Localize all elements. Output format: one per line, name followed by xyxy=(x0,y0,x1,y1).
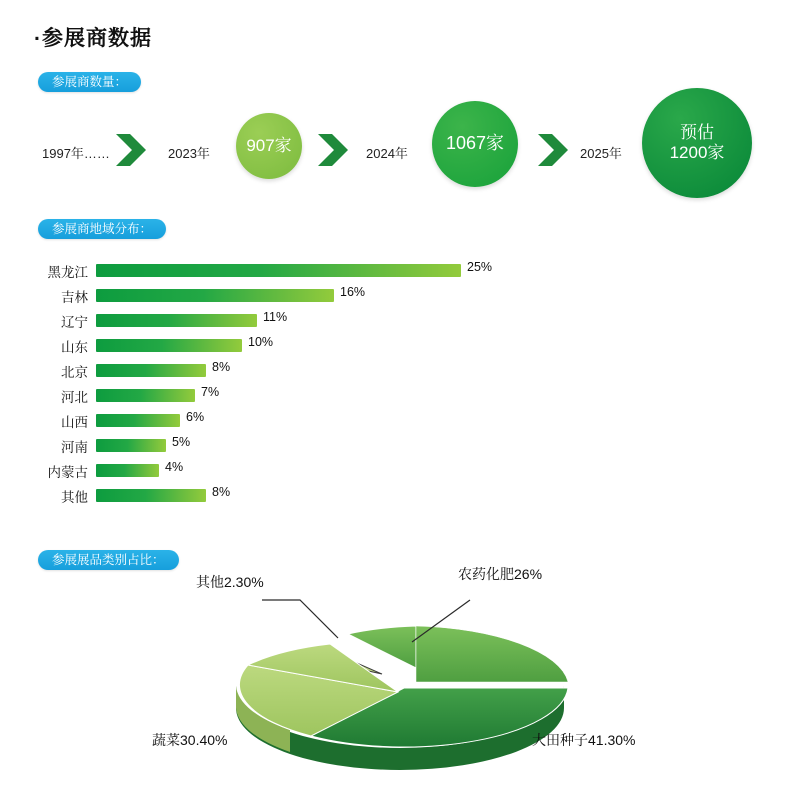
bar-fill xyxy=(96,489,206,502)
bar-row xyxy=(0,458,800,483)
bar-label-shanxi: 山西 xyxy=(61,414,88,430)
bar-value: 10% xyxy=(248,335,274,349)
bar-track xyxy=(96,385,800,402)
bar-row xyxy=(0,483,800,508)
bar-fill xyxy=(96,339,242,352)
bar-fill xyxy=(96,414,180,427)
bar-value: 4% xyxy=(165,460,184,474)
flow-circle-2024 xyxy=(432,101,518,187)
page-title xyxy=(34,22,152,52)
flow-year-2023: 2023年 xyxy=(168,146,210,161)
bar-row xyxy=(0,333,800,358)
flow-year-1997: 1997年…… xyxy=(42,146,110,161)
bar-row xyxy=(0,433,800,458)
section-pill-region-distribution: 参展商地域分布： xyxy=(38,219,166,239)
pie-label-nongyao: 农药化肥26% xyxy=(458,566,543,582)
bar-label-jilin: 吉林 xyxy=(61,289,88,305)
bar-label-shandong: 山东 xyxy=(61,339,88,355)
bar-track xyxy=(96,260,800,277)
bar-track xyxy=(96,285,800,302)
bar-track xyxy=(96,435,800,452)
bar-value: 16% xyxy=(340,285,366,299)
title-bullet: · xyxy=(34,27,42,51)
region-bar-chart xyxy=(0,258,800,508)
section-pill-category-share: 参展展品类别占比： xyxy=(38,550,179,570)
category-pie-chart xyxy=(0,560,800,784)
flow-circle-2025-line1: 预估 xyxy=(680,122,714,142)
exhibitor-count-flow xyxy=(0,100,800,210)
bar-value: 5% xyxy=(172,435,191,449)
bar-row xyxy=(0,308,800,333)
bar-value: 7% xyxy=(201,385,220,399)
pie-label-shucai: 蔬菜30.40% xyxy=(152,732,228,748)
bar-track xyxy=(96,485,800,502)
flow-circle-2024-value: 1067家 xyxy=(445,133,505,154)
bar-value: 8% xyxy=(212,360,231,374)
chevron-right-icon xyxy=(114,130,148,170)
bar-label-liaoning: 辽宁 xyxy=(61,314,88,330)
flow-year-2024: 2024年 xyxy=(366,146,408,161)
bar-label-beijing: 北京 xyxy=(61,364,88,380)
flow-circle-2023-value: 907家 xyxy=(246,135,292,155)
bar-track xyxy=(96,335,800,352)
pie-leader-qita xyxy=(262,600,338,638)
pie-svg xyxy=(0,560,800,784)
bar-fill xyxy=(96,464,159,477)
bar-row xyxy=(0,408,800,433)
flow-circle-2025 xyxy=(642,88,752,198)
bar-track xyxy=(96,410,800,427)
flow-year-2025: 2025年 xyxy=(580,146,622,161)
bar-label-henan: 河南 xyxy=(61,439,88,455)
bar-track xyxy=(96,460,800,477)
bar-fill xyxy=(96,439,166,452)
title-text: 参展商数据 xyxy=(42,27,152,50)
bar-fill xyxy=(96,289,334,302)
bar-value: 8% xyxy=(212,485,231,499)
bar-label-hebei: 河北 xyxy=(61,389,88,405)
bar-row xyxy=(0,383,800,408)
bar-row xyxy=(0,283,800,308)
bar-track xyxy=(96,360,800,377)
pie-label-qita: 其他2.30% xyxy=(196,574,264,590)
bar-value: 6% xyxy=(186,410,205,424)
bar-value: 25% xyxy=(467,260,493,274)
bar-fill xyxy=(96,364,206,377)
pie-label-datian: 大田种子41.30% xyxy=(532,732,636,748)
chevron-right-icon xyxy=(316,130,350,170)
bar-label-other: 其他 xyxy=(61,489,88,505)
chevron-right-icon xyxy=(536,130,570,170)
bar-value: 11% xyxy=(263,310,288,324)
bar-row xyxy=(0,358,800,383)
bar-fill xyxy=(96,389,195,402)
bar-row xyxy=(0,258,800,283)
bar-track xyxy=(96,310,800,327)
flow-circle-2025-line2: 1200家 xyxy=(669,143,725,162)
bar-label-heilongjiang: 黑龙江 xyxy=(47,264,88,280)
flow-circle-2023 xyxy=(236,113,302,179)
section-pill-exhibitor-count: 参展商数量： xyxy=(38,72,141,92)
bar-label-neimenggu: 内蒙古 xyxy=(47,464,88,480)
pie-slice-nongyao-body xyxy=(416,626,568,682)
pie-slice-nongyao-left xyxy=(348,626,416,668)
bar-fill xyxy=(96,264,461,277)
bar-fill xyxy=(96,314,257,327)
